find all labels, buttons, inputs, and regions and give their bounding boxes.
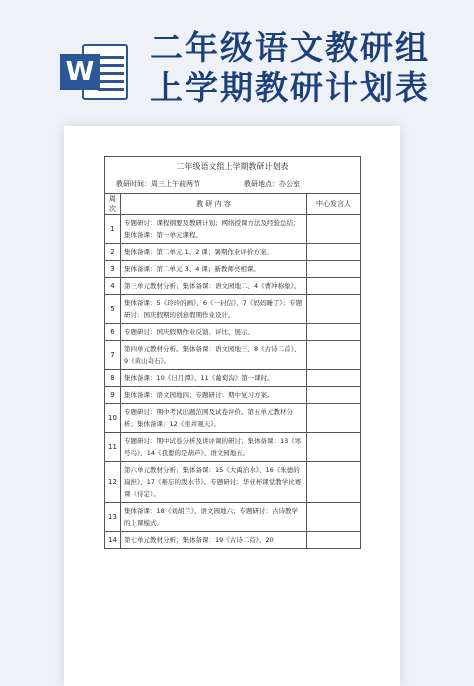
speaker-cell — [307, 387, 361, 404]
table-row — [105, 462, 361, 503]
week-number: 7 — [105, 341, 121, 370]
speaker-cell — [307, 532, 361, 549]
plan-content: 集体备课：语文园地四；专题研讨：期中复习方案。 — [121, 387, 307, 404]
plan-content: 集体备课：10《日月潭》、11《葡萄沟》第一课时。 — [121, 370, 307, 387]
plan-content: 集体备课：18《刘胡兰》、语文园地六；专题研讨：古诗教学的上课模式。 — [121, 503, 307, 532]
week-number: 8 — [105, 370, 121, 387]
plan-content: 专题研讨：国庆假期作业反馈、评比、展示。 — [121, 324, 307, 341]
table-title: 二年级语文组上学期教研计划表 — [105, 157, 361, 176]
week-number: 14 — [105, 532, 121, 549]
speaker-cell — [307, 433, 361, 462]
document-page — [64, 126, 400, 686]
speaker-cell — [307, 324, 361, 341]
week-number: 5 — [105, 295, 121, 324]
week-number: 4 — [105, 278, 121, 295]
plan-content: 集体备课：第二单元 1、2 课；暑期作业评价方案。 — [121, 244, 307, 261]
plan-content: 第七单元教材分析；集体备课：19《古诗二首》、20 — [121, 532, 307, 549]
page-title — [150, 28, 470, 108]
page-title-line-2: 上学期教研计划表 — [150, 68, 430, 107]
plan-content: 集体备课：第二单元 3、4 课；新教师亮相课。 — [121, 261, 307, 278]
week-number: 6 — [105, 324, 121, 341]
meeting-time: 教研时间：周三上午前两节 — [116, 180, 200, 188]
plan-content: 专题研讨：期中试卷分析及讲评课的研讨；集体备课：13《寒号鸟》、14《我要的是葫芦》、语文园地五。 — [121, 433, 307, 462]
speaker-cell — [307, 341, 361, 370]
week-number: 12 — [105, 462, 121, 503]
table-row — [105, 324, 361, 341]
plan-content: 第三单元教材分析；集体备课：语文园地二、4《曹冲称象》。 — [121, 278, 307, 295]
speaker-cell — [307, 278, 361, 295]
plan-content: 第四单元教材分析。集体备课：语文园地三、8《古诗二首》、9《黄山奇石》。 — [121, 341, 307, 370]
table-row — [105, 433, 361, 462]
table-row — [105, 295, 361, 324]
plan-content: 专题研讨：期中考试出题范围及试卷评价。第五单元教材分析；集体备课：12《坐井观天》。 — [121, 404, 307, 433]
speaker-cell — [307, 462, 361, 503]
plan-table — [104, 156, 361, 549]
plan-content: 第六单元教材分析；集体备课：15《大禹治水》、16《朱德的扁担》、17《难忘的泼水节》。专题研讨：华亚杯课堂教学比赛课（待定）。 — [121, 462, 307, 503]
week-number: 2 — [105, 244, 121, 261]
table-row — [105, 370, 361, 387]
week-number: 13 — [105, 503, 121, 532]
word-document-icon — [60, 40, 132, 102]
table-row — [105, 503, 361, 532]
speaker-cell — [307, 215, 361, 244]
page-title-line-1: 二年级语文教研组 — [150, 28, 430, 67]
table-row — [105, 278, 361, 295]
table-row — [105, 387, 361, 404]
week-number: 10 — [105, 404, 121, 433]
plan-content: 集体备课：5《玲玲的画》、6《一封信》、7《妈妈睡了》；专题研讨：国庆假期的创意假期作业设计。 — [121, 295, 307, 324]
header-week: 周次 — [105, 194, 121, 215]
table-row — [105, 261, 361, 278]
week-number: 1 — [105, 215, 121, 244]
table-info-row — [105, 175, 361, 194]
week-number: 9 — [105, 387, 121, 404]
speaker-cell — [307, 404, 361, 433]
speaker-cell — [307, 244, 361, 261]
week-number: 11 — [105, 433, 121, 462]
speaker-cell — [307, 370, 361, 387]
header-speaker: 中心发言人 — [307, 194, 361, 215]
table-body — [105, 215, 361, 549]
plan-content: 专题研讨：课程纲要及教研计划；网络授课方法及经验总结；集体备课：第一单元课程。 — [121, 215, 307, 244]
table-row — [105, 244, 361, 261]
table-row — [105, 215, 361, 244]
table-row — [105, 532, 361, 549]
table-row — [105, 341, 361, 370]
header-content: 教 研 内 容 — [121, 194, 307, 215]
table-row — [105, 404, 361, 433]
speaker-cell — [307, 295, 361, 324]
meeting-location: 教研地点：办公室 — [244, 180, 300, 188]
table-header-row — [105, 194, 361, 215]
speaker-cell — [307, 261, 361, 278]
word-logo-letter: W — [60, 54, 100, 90]
week-number: 3 — [105, 261, 121, 278]
header-banner — [0, 0, 474, 120]
speaker-cell — [307, 503, 361, 532]
